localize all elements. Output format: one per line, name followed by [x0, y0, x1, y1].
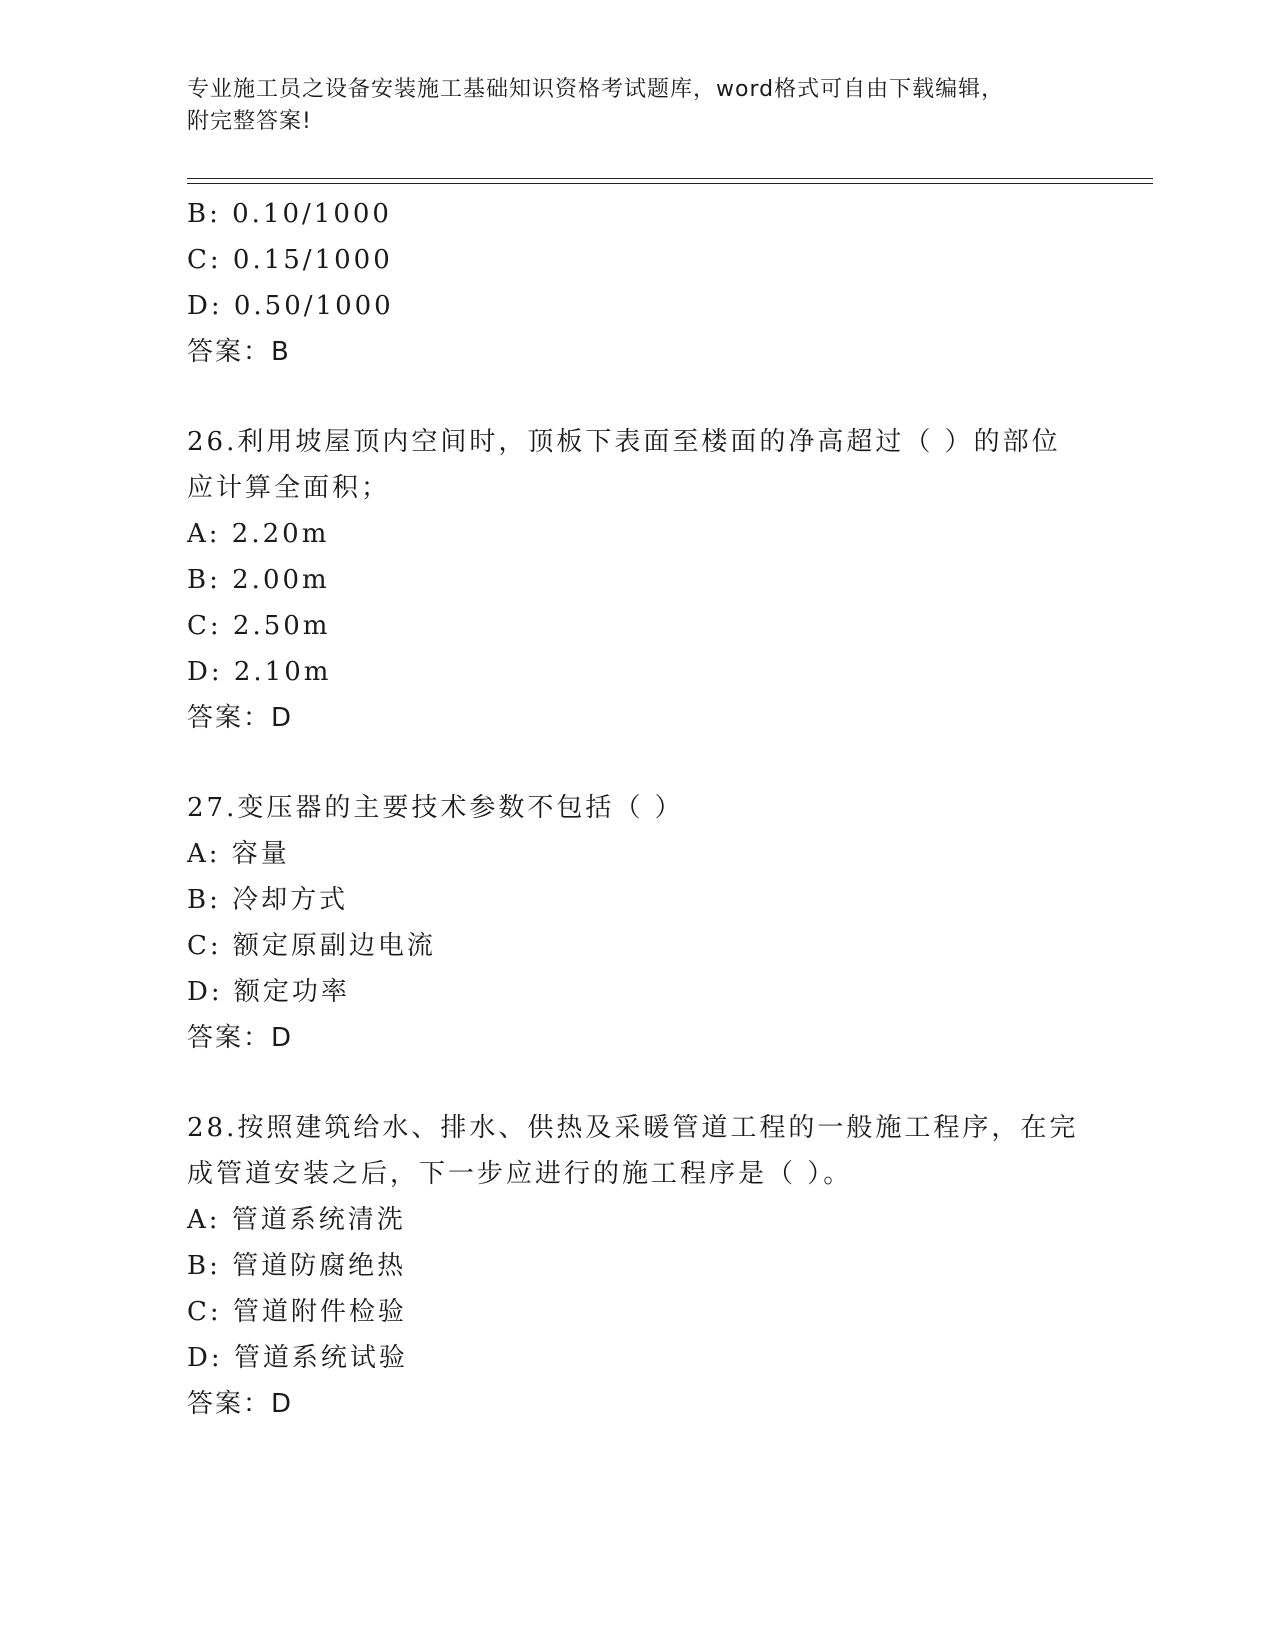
question-27 [187, 785, 1087, 1061]
question-stem-line-2: 成管道安装之后，下一步应进行的施工程序是（ ）。 [187, 1159, 853, 1189]
header-line-1: 专业施工员之设备安装施工基础知识资格考试题库，word格式可自由下载编辑， [187, 77, 1005, 102]
answer: 答案：D [187, 703, 294, 733]
answer: 答案：B [187, 337, 291, 367]
header-rule-bottom [187, 183, 1153, 184]
header-line-2: 附完整答案! [187, 109, 312, 134]
option-a: A: 管道系统清洗 [187, 1205, 406, 1235]
question-stem-line-1: 28.按照建筑给水、排水、供热及采暖管道工程的一般施工程序，在完 [187, 1113, 1079, 1143]
answer: 答案：D [187, 1389, 294, 1419]
option-d: D: 额定功率 [187, 977, 350, 1007]
option-c: C: 管道附件检验 [187, 1297, 407, 1327]
question-28 [187, 1105, 1087, 1427]
option-c: C: 额定原副边电流 [187, 931, 436, 961]
option-b: B: 2.00m [187, 565, 330, 595]
question-stem-line-2: 应计算全面积； [187, 473, 391, 503]
question-26 [187, 419, 1087, 741]
question-stem-line-1: 26.利用坡屋顶内空间时，顶板下表面至楼面的净高超过（ ）的部位 [187, 427, 1061, 457]
answer: 答案：D [187, 1023, 294, 1053]
option-a: A: 容量 [187, 839, 290, 869]
option-b: B: 冷却方式 [187, 885, 349, 915]
option-d: D: 0.50/1000 [187, 291, 394, 321]
option-d: D: 管道系统试验 [187, 1343, 408, 1373]
option-b: B: 管道防腐绝热 [187, 1251, 407, 1281]
document-header [187, 74, 1087, 138]
option-b: B: 0.10/1000 [187, 199, 392, 229]
option-d: D: 2.10m [187, 657, 332, 687]
option-c: C: 0.15/1000 [187, 245, 393, 275]
option-a: A: 2.20m [187, 519, 330, 549]
question-25 [187, 191, 1087, 375]
question-list [187, 191, 1087, 1427]
question-stem-line-1: 27.变压器的主要技术参数不包括（ ） [187, 793, 684, 823]
option-c: C: 2.50m [187, 611, 331, 641]
header-rule-top [187, 178, 1153, 179]
